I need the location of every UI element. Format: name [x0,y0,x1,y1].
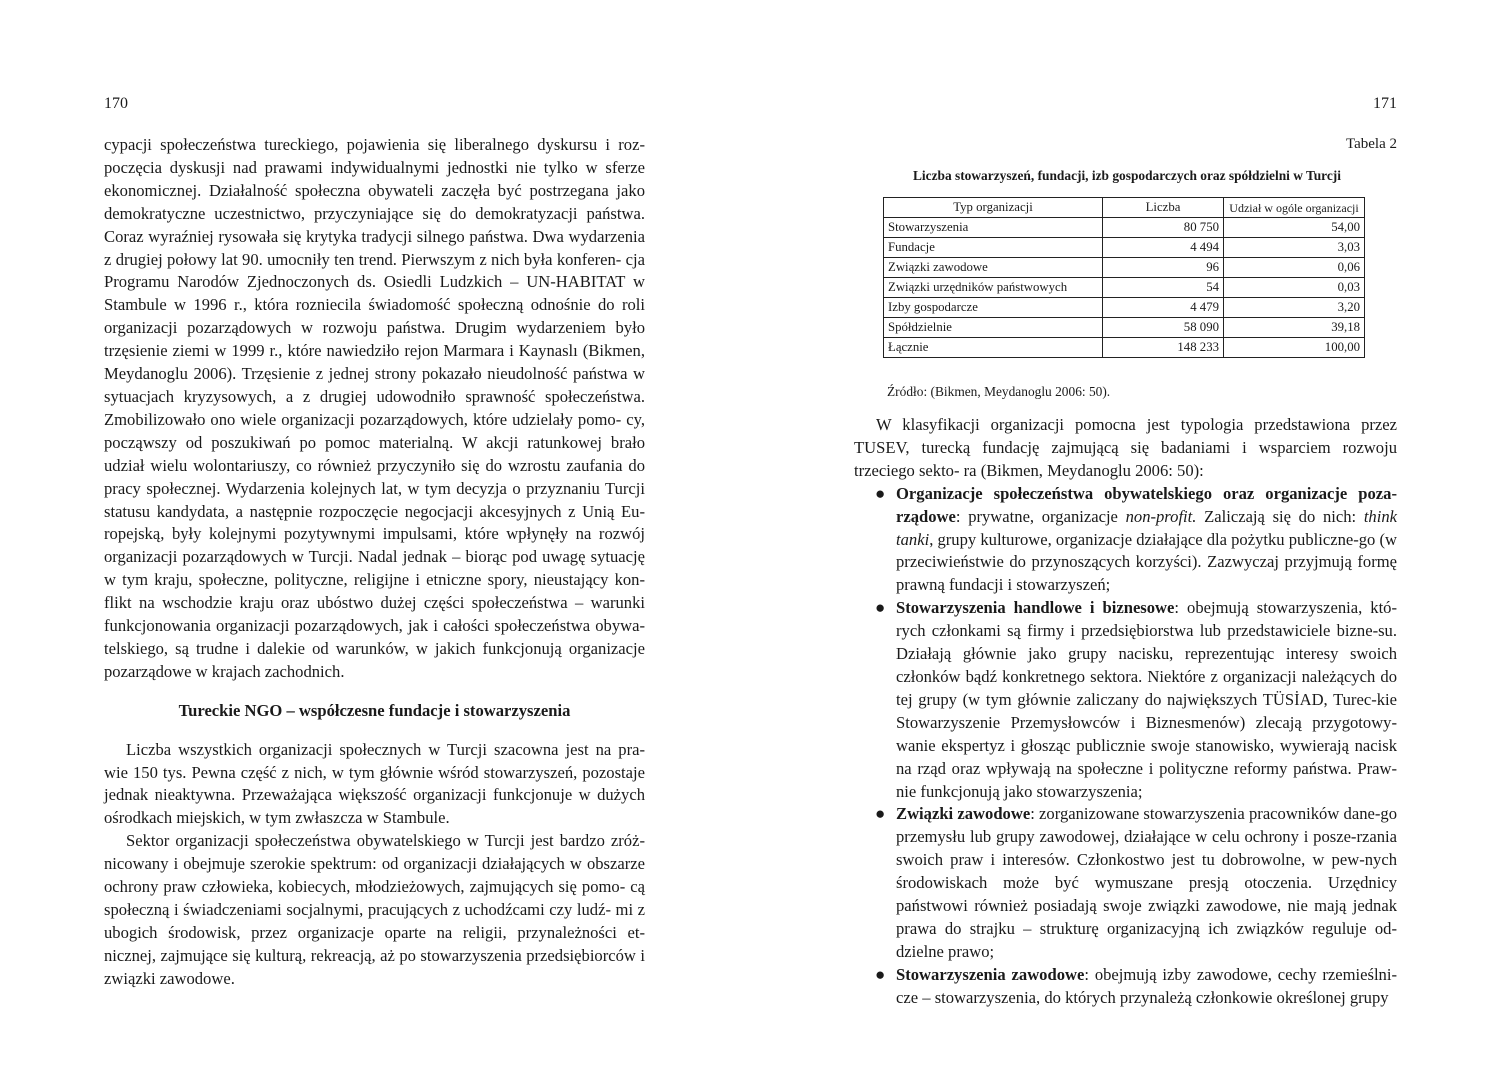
table-cell-type: Związki zawodowe [884,258,1103,278]
table-cell-share: 39,18 [1224,318,1365,338]
table-cell-share: 0,03 [1224,278,1365,298]
text-line: cja Programu Narodów Zjednoczonych ds. Osiedli Ludzkich – UN-HABITAT [104,249,645,292]
column-header: Udział w ogóle organizacji [1224,198,1365,218]
table-row [884,318,1365,338]
list-item-term: Stowarzyszenia zawodowe [896,964,1085,984]
table-cell-count: 58 090 [1103,318,1224,338]
section-heading: Tureckie NGO – współczesne fundacje i stowarzyszenia [178,700,571,720]
list-item-text: : prywatne, organizacje [955,506,1126,526]
table-row [884,338,1365,358]
text-line: demokratyczne uczestnictwo, przyczyniające się do demokratyzacji państwa. [104,203,645,223]
text-line: roli organizacji pozarządowych w rozwoju państwa. Drugim wydarzeniem było [104,295,645,338]
text-line: ośrodkach miejskich, w tym zwłaszcza w Stambule. [104,808,450,828]
bullet-icon: ● [875,804,886,824]
table-cell-share: 0,06 [1224,258,1365,278]
table-source: Źródło: (Bikmen, Meydanoglu 2006: 50). [887,384,1111,399]
table-cell-count: 4 479 [1103,298,1224,318]
text-line: nicznej, zajmujące się kulturą, rekreacją, aż po stowarzyszenia przedsiębiorców [104,945,641,965]
table-row [884,298,1365,318]
text-line: w sytuacjach kryzysowych, a z drugiej udowodniło sprawność społeczeństwa. [104,364,645,406]
text-line: w tym kraju, społeczne, polityczne, religijne i etniczne spory, nieustający kon- [104,570,645,590]
text-line: wie 150 tys. Pewna część z nich, w tym głównie wśród stowarzyszeń, pozostaje [104,762,645,782]
table-cell-share: 3,03 [1224,238,1365,258]
table-cell-count: 54 [1103,278,1224,298]
table-caption: Liczba stowarzyszeń, fundacji, izb gospodarczych oraz spółdzielni w Turcji [912,168,1341,183]
table-cell-share: 100,00 [1224,338,1365,358]
table-row [884,278,1365,298]
paragraph [104,739,645,831]
list-item-text: , grupy kulturowe, organizacje działające dla pożytku publiczne-go (w przeciwieństwie do przynoszących korzyści). Zazwyczaj przyjmują formę prawną fundacji i stowarzyszeń; [896,529,1398,595]
text-line: z drugiej połowy lat 90. umocniły ten trend. Pierwszym z nich była konferen- [104,249,626,269]
bullet-icon: ● [875,483,886,503]
text-line: pozarządowe w krajach zachodnich. [104,661,345,681]
table-cell-type: Fundacje [884,238,1103,258]
text-line: organizacji pozarządowych w Turcji. Nadal jednak – biorąc pod uwagę sytuację [104,547,645,567]
list-item-text: : obejmują izby zawodowe, cechy rzemieślni-cze – stowarzyszenia, do których przynależą członkowie określonej grupy [896,964,1397,1007]
page-number: 170 [104,95,128,112]
list-item-term: Związki zawodowe [896,804,1031,824]
paragraph [104,134,645,684]
text-line: pracy społecznej. Wydarzenia kolejnych lat, w tym decyzja o przyznaniu Turcji [104,478,645,498]
paragraph [104,830,645,990]
list-item-text: : zorganizowane stowarzyszenia pracowników dane-go przemysłu lub grupy zawodowej, działające w celu ochrony i posze-rzania swoich praw i interesów. Członkostwo jest tu dobrowolne, w pew-nych środowiskach może być wymuszane presją otoczenia. Urzędnicy państwowi również posiadają swoje związki zawodowe, nie mają jednak prawa do strajku – strukturę organizacyjną ich związków reguluje od-dzielne prawo; [896,804,1397,961]
text-line: mi z ubogich środowisk, przez organizacje oparte na religii, przynależności et- [104,900,646,942]
table-cell-count: 148 233 [1103,338,1224,358]
table-cell-type: Związki urzędników państwowych [884,278,1103,298]
table-header-row [884,198,1365,218]
list-item [854,803,1397,963]
list-item-text: Zaliczają się do nich: [1196,506,1364,526]
table-row [884,258,1365,278]
text-line: ekonomicznej. Działalność społeczna obywateli zaczęła być postrzegana jako [104,180,645,200]
text-line: telskiego, są trudne i dalekie od warunków, w jakich funkcjonują organizacje [104,638,645,658]
table-row [884,238,1365,258]
text-line: Coraz wyraźniej rysowała się krytyka tradycji silnego państwa. Dwa wydarzenia [104,226,645,246]
text-line: cypacji społeczeństwa tureckiego, pojawienia się liberalnego dyskursu i roz- [104,135,645,154]
table-body [884,218,1365,358]
text-line: Sektor organizacji społeczeństwa obywatelskiego w Turcji jest bardzo zróż- [126,831,645,851]
text-line: ropejską, były kolejnymi pozytywnymi impulsami, które wpłynęły na rozwój [104,524,645,544]
table-cell-type: Izby gospodarcze [884,298,1103,318]
list-item-term: Organizacje społeczeństwa obywatelskiego oraz organizacje poza-rządowe [896,483,1397,526]
page-number: 171 [1373,95,1397,112]
text-line: statusu kandydata, a następnie rozpoczęcie negocjacji akcesyjnych z Unią Eu- [104,501,645,521]
list-item-text: : obejmują stowarzyszenia, któ-rych członkami są firmy i przedsiębiorstwa lub przedstawiciele bizne-su. Działają głównie jako grupy nacisku, reprezentując interesy swoich członków bądź konkretnego sektora. Niektóre z organizacji należących do tej grupy (w tym głównie zaliczany do największych TÜSİAD, Turec-kie Stowarzyszenie Przemysłowców i Biznesmenów) zlecają przygotowy-wanie ekspertyz i głosząc publicznie swoje stanowisko, wywierają nacisk na rząd oraz wpływają na społeczne i polityczne reformy państwa. Praw-nie funkcjonują jako stowarzyszenia; [896,598,1397,801]
table-label: Tabela 2 [1345,136,1397,152]
paragraph [854,414,1397,483]
text-line: cy, począwszy od poszukiwań po pomoc materialną. W akcji ratunkowej brało [104,409,645,452]
text-line: Zmobilizowało ono wiele organizacji pozarządowych, które udzielały pomo- [104,409,627,429]
bullet-icon: ● [875,598,886,618]
list-item [854,964,1397,1010]
table-cell-count: 4 494 [1103,238,1224,258]
table-cell-type: Łącznie [884,338,1103,358]
text-line: trzęsienie ziemi w 1999 r., które nawiedziło rejon Marmara i Kaynaslı (Bikmen, [104,341,645,361]
text-line: i związki zawodowe. [104,945,645,988]
left-page-body [104,134,645,991]
text-line: ra (Bikmen, Meydanoglu 2006: 50): [963,460,1204,480]
column-header: Liczba [1103,198,1224,218]
text-line: poczęcia dyskusji nad prawami indywidualnymi jednostki nie tylko w sferze [104,157,645,177]
column-header: Typ organizacji [884,198,1103,218]
bullet-list [854,483,1397,1010]
list-item-emphasis: non-profit. [1125,506,1197,526]
text-line: w Stambule w 1996 r., która rozniecila świadomość społeczną odnośnie do [104,272,645,315]
text-line: cą społeczną i świadczeniami socjalnymi, pracujących z uchodźcami czy ludź- [104,877,645,919]
table-cell-count: 80 750 [1103,218,1224,238]
list-item-term: Stowarzyszenia handlowe i biznesowe [896,598,1175,618]
text-line: ochrony praw człowieka, kobiecych, młodzieżowych, zajmujących się pomo- [104,877,631,897]
list-item [854,597,1397,803]
table-cell-type: Spółdzielnie [884,318,1103,338]
text-line: flikt na wschodzie kraju oraz ubóstwo dużej części społeczeństwa – warunki [104,593,645,613]
right-page [750,0,1500,1086]
text-line: funkcjonowania organizacji pozarządowych, jak i całości społeczeństwa obywa- [104,616,645,636]
bullet-icon: ● [875,964,886,984]
list-item-emphasis: think tanki [896,506,1397,549]
table-cell-share: 3,20 [1224,298,1365,318]
table-cell-type: Stowarzyszenia [884,218,1103,238]
text-line: jednak nieaktywna. Przeważająca większość organizacji funkcjonuje w dużych [104,785,645,805]
organizations-table [883,197,1365,358]
text-line: udział wielu wolontariuszy, co również przyczyniło się do wzrostu zaufania do [104,455,645,475]
text-line: Meydanoglu 2006). Trzęsienie z jednej strony pokazało nieudolność państwa [104,364,634,384]
text-line: turecką fundację zajmującą się badaniami i wsparciem rozwoju trzeciego sekto- [854,437,1397,480]
text-line: W klasyfikacji organizacji pomocna jest typologia przedstawiona przez TUSEV, [854,415,1397,457]
list-item [854,483,1397,598]
table-row [884,218,1365,238]
text-line: nicowany i obejmuje szerokie spektrum: od organizacji działających w obszarze [104,854,645,874]
right-page-body [854,414,1397,1010]
table-cell-count: 96 [1103,258,1224,278]
table-cell-share: 54,00 [1224,218,1365,238]
text-line: Liczba wszystkich organizacji społecznych w Turcji szacowna jest na pra- [126,739,645,759]
